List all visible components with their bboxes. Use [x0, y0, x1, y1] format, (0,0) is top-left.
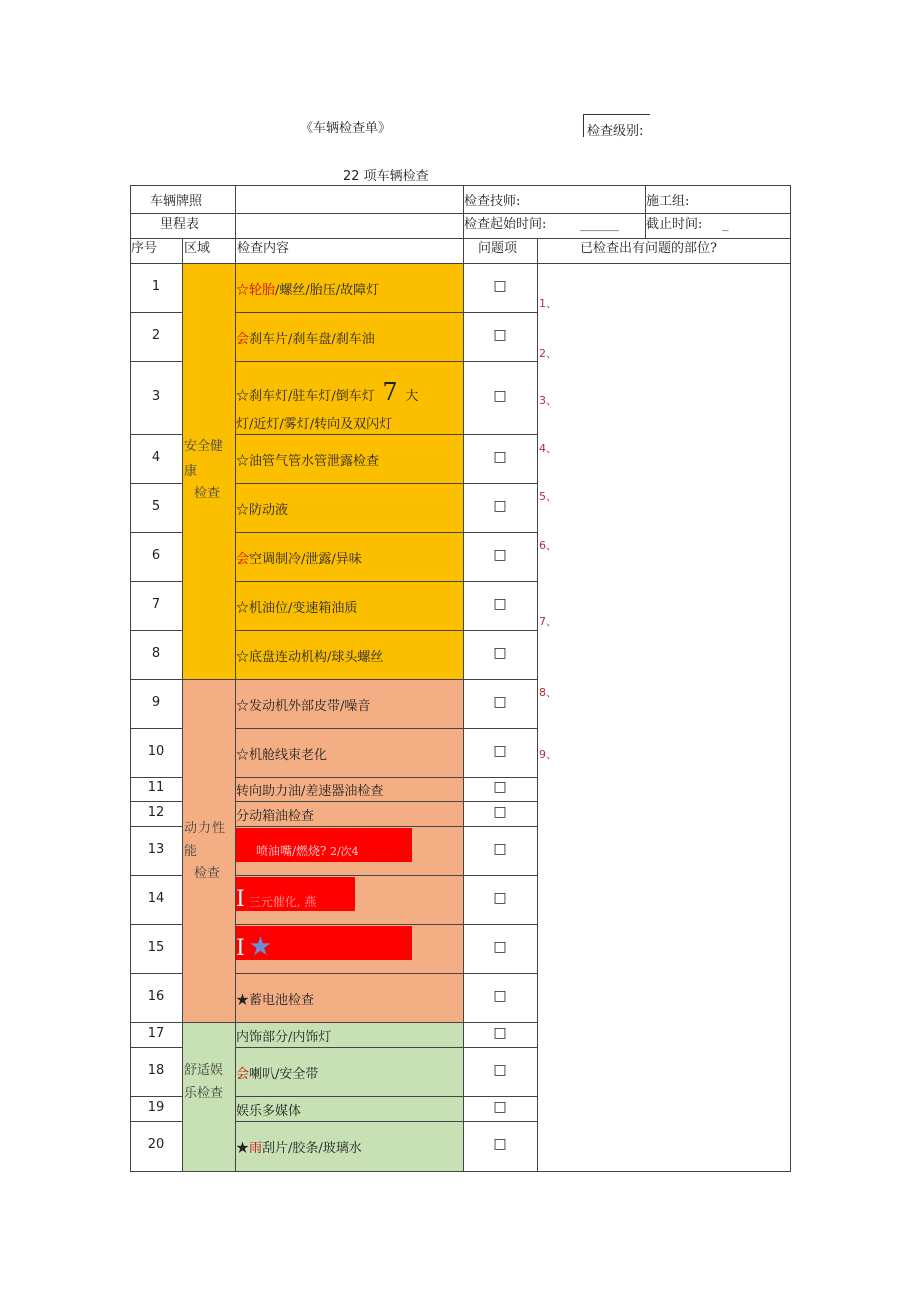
row-number: 5: [151, 498, 161, 514]
issue-checkbox[interactable]: □: [493, 779, 507, 795]
row-line-seq: [130, 777, 182, 778]
area-power-line2: 能: [184, 844, 198, 859]
col-checked: 已检查出有问题的部位?: [580, 241, 717, 256]
document-title: 《车辆检查单》: [300, 121, 392, 136]
area-comfort-line2: 乐检查: [184, 1086, 224, 1101]
row-line-content: [235, 777, 537, 778]
item-prefix: ☆: [236, 747, 250, 763]
issue-checkbox[interactable]: □: [493, 387, 507, 404]
row-number: 16: [147, 988, 165, 1004]
item-prefix-char: 雨: [249, 1141, 263, 1156]
inspection-item: [236, 1026, 331, 1045]
table-border-top: [130, 185, 790, 186]
issue-checkbox[interactable]: □: [493, 693, 507, 710]
item-prefix: ☆: [236, 502, 250, 518]
inspection-item: [236, 499, 288, 518]
row-number: 8: [151, 645, 161, 661]
row-line-content: [235, 1096, 537, 1097]
item-text: 机油位/变速箱油质: [249, 600, 358, 616]
issue-checkbox[interactable]: □: [493, 1061, 507, 1078]
row-number: 10: [147, 743, 165, 759]
item-big-number: 7: [374, 378, 406, 406]
issue-checkbox[interactable]: □: [493, 938, 507, 955]
inspection-item: [236, 378, 418, 406]
row-number: 4: [151, 449, 161, 465]
row-line-seq: [130, 728, 182, 729]
row-line-seq: [130, 312, 182, 313]
row-line-content: [235, 679, 537, 680]
info-col-divider: [235, 185, 236, 238]
row-number: 13: [147, 841, 165, 857]
problem-note-number: 7、: [539, 615, 557, 628]
issue-checkbox[interactable]: □: [493, 1098, 507, 1115]
item-text: 喷油嘴/燃烧?: [256, 843, 327, 858]
item-text: 机舱线束老化: [249, 747, 328, 763]
item-prefix: [236, 1141, 262, 1156]
item-prefix: 会: [236, 331, 250, 347]
header-bottom: [130, 263, 790, 264]
row-line-content: [235, 1121, 537, 1122]
problem-note-number: 8、: [539, 686, 557, 699]
item-text: 刹车片/刹车盘/刹车油: [249, 331, 375, 347]
row-line-seq: [130, 1022, 182, 1023]
col-issue: 问题项: [478, 241, 518, 256]
row-line-content: [235, 924, 537, 925]
row-line-content: [235, 826, 537, 827]
row-line-seq: [130, 1096, 182, 1097]
inspection-item: [236, 1063, 318, 1082]
item-text: 转向助力油/差速器油检查: [236, 784, 384, 799]
area-divider: [182, 679, 235, 680]
item-text: 蓄电池检查: [249, 992, 315, 1008]
row-line-content: [235, 728, 537, 729]
row-number: 2: [151, 327, 161, 343]
row-line-seq: [130, 875, 182, 876]
issue-checkbox[interactable]: □: [493, 448, 507, 465]
row-number: 6: [151, 547, 161, 563]
row-number: 11: [147, 780, 165, 795]
inspection-item: [236, 989, 314, 1008]
issue-checkbox[interactable]: □: [493, 742, 507, 759]
item-prefix: 会: [236, 551, 250, 567]
item-text: 娱乐多媒体: [236, 1103, 302, 1119]
row-line-content: [235, 1047, 537, 1048]
problem-note-number: 4、: [539, 442, 557, 455]
row-number: 9: [151, 694, 161, 710]
row-line-content: [235, 1022, 537, 1023]
start-time-label: 检查起始时间:: [464, 217, 547, 232]
row-number: 12: [147, 804, 165, 820]
issue-checkbox[interactable]: □: [493, 803, 507, 820]
item-prefix: I: [236, 886, 245, 912]
issue-checkbox[interactable]: □: [493, 546, 507, 563]
row-number: 18: [147, 1062, 165, 1078]
inspection-item: [236, 744, 327, 763]
item-prefix: ☆: [236, 649, 250, 665]
item-prefix: ☆: [236, 389, 250, 404]
issue-checkbox[interactable]: □: [493, 889, 507, 906]
item-text: 空调制冷/泄露/异味: [249, 551, 362, 567]
problem-note-number: 9、: [539, 748, 557, 761]
row-number: 17: [147, 1025, 165, 1041]
problem-note-number: 1、: [539, 297, 557, 310]
row-number: 14: [147, 890, 165, 906]
row-number: 15: [147, 939, 165, 955]
row-line-content: [235, 312, 537, 313]
item-text: 三元催化, 燕: [248, 894, 317, 909]
inspection-item: [236, 328, 375, 347]
row-line-content: [235, 630, 537, 631]
row-line-content: [235, 532, 537, 533]
row-number: 20: [147, 1137, 165, 1152]
row-line-seq: [130, 973, 182, 974]
inspection-item: [236, 887, 316, 912]
row-line-content: [235, 801, 537, 802]
inspection-item: [236, 695, 370, 714]
inspection-item: [236, 597, 357, 616]
item-text: 分动箱油检查: [236, 808, 315, 824]
area-comfort-line1: 舒适娱: [184, 1063, 224, 1078]
row-number: 3: [151, 388, 161, 404]
item-text: 喇叭/安全带: [249, 1066, 319, 1082]
item-prefix: ☆: [236, 698, 250, 714]
row-number: 7: [151, 596, 161, 612]
col-seq: 序号: [131, 241, 158, 256]
item-text: 刹车灯/驻车灯/倒车灯: [249, 389, 375, 404]
item-text: 底盘连动机构/球头螺丝: [249, 649, 384, 665]
problem-note-number: 5、: [539, 490, 557, 503]
inspection-item: [236, 932, 272, 962]
odometer-label: 里程表: [160, 217, 200, 232]
row-line-seq: [130, 801, 182, 802]
problem-note-number: 6、: [539, 539, 557, 552]
col-divider-notes: [537, 238, 538, 1171]
area-safety-line3: 检查: [194, 486, 221, 501]
inspection-item-line2: 灯/近灯/雾灯/转向及双闪灯: [236, 417, 393, 432]
end-time-blank: _: [722, 217, 729, 232]
table-border-bottom: [130, 1171, 791, 1172]
problem-note-number: 2、: [539, 347, 557, 360]
plate-label: 车辆牌照: [150, 194, 203, 209]
inspection-item: [236, 805, 314, 824]
level-label: 检查级别:: [587, 124, 644, 139]
row-line-seq: [130, 1121, 182, 1122]
item-tail: 大: [405, 389, 419, 404]
row-line-content: [235, 434, 537, 435]
inspection-item: [236, 548, 362, 567]
row-line-seq: [130, 630, 182, 631]
issue-checkbox[interactable]: □: [493, 987, 507, 1004]
table-border-right: [790, 185, 791, 1172]
col-content: 检查内容: [237, 241, 290, 256]
row-number: 1: [151, 278, 161, 294]
issue-checkbox[interactable]: □: [493, 326, 507, 343]
item-text: /螺丝/胎压/故障灯: [275, 282, 380, 298]
row-line-seq: [130, 483, 182, 484]
inspection-item: [236, 1137, 362, 1156]
issue-checkbox[interactable]: □: [493, 595, 507, 612]
row-line-content: [235, 581, 537, 582]
row-line-seq: [130, 924, 182, 925]
row-line-seq: [130, 434, 182, 435]
row-line-seq: [130, 679, 182, 680]
issue-checkbox[interactable]: □: [493, 840, 507, 857]
row-line-content: [235, 875, 537, 876]
col-area: 区域: [184, 241, 211, 256]
item-prefix: I: [236, 935, 245, 961]
row-line-seq: [130, 581, 182, 582]
row-line-content: [235, 361, 537, 362]
item-text: 刮片/胶条/玻璃水: [262, 1141, 362, 1156]
tech-label: 检查技师:: [464, 194, 521, 209]
team-label: 施工组:: [646, 194, 690, 209]
issue-checkbox[interactable]: □: [493, 1024, 507, 1041]
area-safety-line1: 安全健: [184, 439, 224, 454]
row-line-content: [235, 483, 537, 484]
inspection-item: [236, 1100, 301, 1119]
safety-content-bg: [235, 263, 463, 679]
inspection-item: [236, 646, 383, 665]
row-line-seq: [130, 532, 182, 533]
item-text: ★: [248, 931, 273, 962]
item-prefix: ☆: [236, 600, 250, 616]
item-text: 防动液: [249, 502, 289, 518]
inspection-item: [236, 780, 383, 799]
subtitle: 22 项车辆检查: [343, 169, 429, 184]
item-text: 发动机外部皮带/噪音: [249, 698, 371, 714]
inspection-item: [236, 279, 379, 298]
problem-note-number: 3、: [539, 394, 557, 407]
item-prefix: ☆: [236, 453, 250, 469]
item-tail: 2/次4: [326, 844, 359, 858]
item-text: 油管气管水管泄露检查: [249, 453, 380, 469]
area-power-line1: 动力性: [184, 821, 227, 836]
issue-checkbox[interactable]: □: [493, 644, 507, 661]
col-divider-area: [182, 238, 183, 1171]
issue-checkbox[interactable]: □: [493, 277, 507, 294]
row-line-seq: [130, 826, 182, 827]
start-time-blank: ______: [580, 217, 619, 232]
issue-checkbox[interactable]: □: [493, 1136, 507, 1152]
issue-checkbox[interactable]: □: [493, 497, 507, 514]
header-divider: [130, 238, 790, 239]
item-prefix: ☆轮胎: [236, 282, 276, 298]
item-prefix: ★: [236, 992, 250, 1008]
star-icon: ★: [236, 1141, 250, 1156]
area-divider: [182, 1022, 235, 1023]
row-line-content: [235, 973, 537, 974]
inspection-item: [236, 450, 379, 469]
item-prefix: 会: [236, 1066, 250, 1082]
info-divider: [130, 213, 790, 214]
row-line-seq: [130, 361, 182, 362]
inspection-item: [236, 842, 359, 859]
row-number: 19: [147, 1099, 165, 1115]
end-time-label: 截止时间:: [646, 217, 703, 232]
area-power-line3: 检查: [194, 866, 221, 881]
item-text: 内饰部分/内饰灯: [236, 1029, 332, 1045]
row-line-seq: [130, 1047, 182, 1048]
area-safety-line2: 康: [184, 464, 198, 479]
